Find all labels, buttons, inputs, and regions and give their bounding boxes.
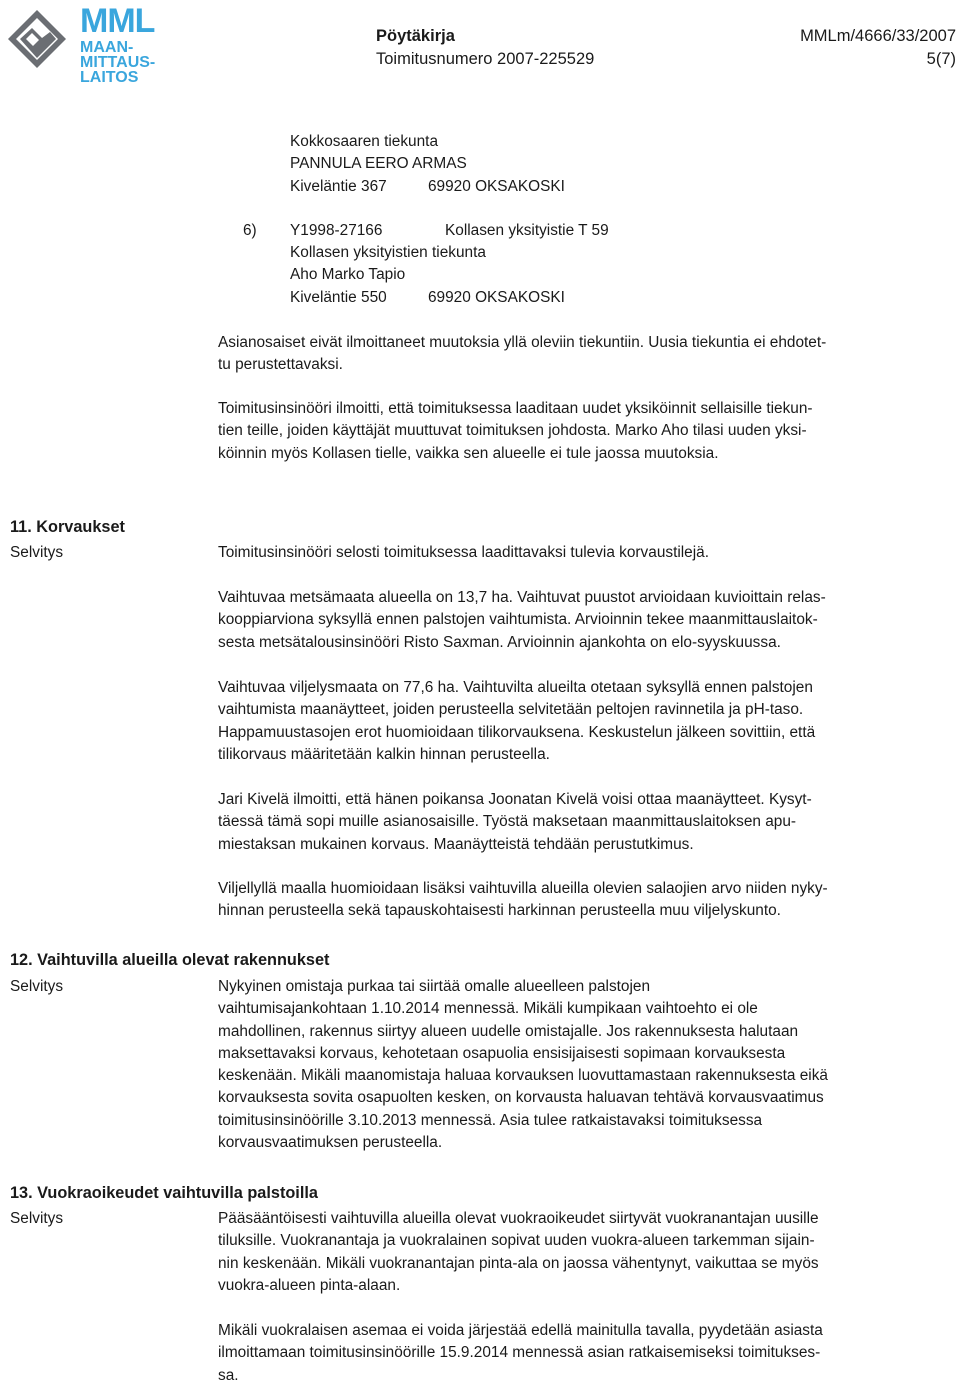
logo-line-1: MML (80, 2, 155, 40)
owner-block-1 (290, 131, 565, 198)
item-owner-name: Aho Marko Tapio (290, 266, 406, 284)
item-6-line (243, 220, 609, 242)
item-6-details (290, 242, 565, 309)
owner-street: Kiveläntie 367 (290, 177, 387, 195)
item-postal: 69920 OKSAKOSKI (428, 288, 565, 306)
logo-line-3: MITTAUS- (80, 54, 156, 71)
section-heading: 13. Vuokraoikeudet vaihtuvilla palstoilla (10, 1184, 318, 1202)
paragraph: Pääsääntöisesti vaihtuvilla alueilla olevat vuokraoikeudet siirtyvät vuokranantajan uusille tiluksille. Vuokranantaja ja vuokralainen sopivat uuden vuokra-alueen tarkemman sijain- nin keskenään. Mikäli vuokranantajan pinta-ala on jaossa vähentynyt, vaikuttaa se myös vuokra-alueen pinta-alaan. (218, 1210, 819, 1294)
paragraph: Mikäli vuokralaisen asemaa ei voida järjestää edellä mainitulla tavalla, pyydetään asiasta ilmoittamaan toimitusinsinöörille 15.9.2014 mennessä asian ratkaisemiseksi toimitukses- sa. (218, 1322, 823, 1384)
item-road-name: Kollasen yksityistie T 59 (445, 222, 609, 239)
item-number: 6) (243, 222, 257, 239)
paragraph: Vaihtuvaa metsämaata alueella on 13,7 ha. Vaihtuvat puustot arvioidaan kuvioittain relas- kooppiarviona syksyllä ennen palstojen vaihtumista. Arvioinnin tekee maanmittauslaitok- sesta metsätalousinsinööri Risto Saxman. Arvioinnin ajankohta on elo-syyskuussa. (218, 589, 826, 651)
owner-postal: 69920 OKSAKOSKI (428, 177, 565, 195)
section-heading: 12. Vaihtuvilla alueilla olevat rakennukset (10, 951, 330, 969)
logo-line-4: LAITOS (80, 69, 139, 86)
paragraph: Jari Kivelä ilmoitti, että hänen poikansa Joonatan Kivelä voisi ottaa maanäytteet. Kysyt- täessä tämä sopi muille asianosaisille. Työstä maksetaan maanmittauslaitoksen apu- miestaksan mukainen korvaus. Maanäytteistä tehdään perustutkimus. (218, 791, 812, 853)
section-heading: 11. Korvaukset (10, 518, 125, 536)
owner-name: PANNULA EERO ARMAS (290, 155, 467, 173)
paragraph: Toimitusinsinööri ilmoitti, että toimituksessa laaditaan uudet yksiköinnit sellaisille tiekun- tien teille, joiden käyttäjät muuttuvat toimituksen johdosta. Marko Aho tilasi uuden yksi- köinnin myös Kollasen tielle, vaikka sen alueelle ei tule jaossa muutoksia. (218, 400, 813, 462)
procedure-number: Toimitusnumero 2007-225529 (376, 50, 595, 68)
document-title: Pöytäkirja (376, 27, 455, 45)
paragraph: Toimitusinsinööri selosti toimituksessa laadittavaksi tulevia korvaustilejä. (218, 544, 709, 561)
document-reference: MMLm/4666/33/2007 (800, 27, 956, 45)
section-label: Selvitys (10, 544, 64, 561)
paragraph: Nykyinen omistaja purkaa tai siirtää omalle alueelleen palstojen vaihtumisajankohtaan 1.10.2014 mennessä. Mikäli kumpikaan vaihtoehto ei ole mahdollinen, rakennus siirtyy alueen uudelle omistajalle. Jos rakennuksesta halutaan maksettavaksi korvaus, kehotetaan osapuolia ensisijaisesti sopimaan korvauksesta keskenään. Mikäli maanomistaja haluaa korvauksen luovuttamastaan rakennuksesta eikä korvauksesta sovita osapuolten kesken, on korvausta haluavan tehtävä korvausvaatimus toimitusinsinöörille 3.10.2013 mennessä. Asia tulee ratkaistavaksi toimituksessa korvausvaatimuksen perusteella. (218, 978, 828, 1152)
item-association: Kollasen yksityistien tiekunta (290, 244, 486, 261)
page-number: 5(7) (926, 50, 956, 68)
logo-line-2: MAAN- (80, 39, 134, 56)
item-street: Kiveläntie 550 (290, 288, 387, 306)
paragraph: Asianosaiset eivät ilmoittaneet muutoksia yllä oleviin tiekuntiin. Uusia tiekuntia ei ehdotet- tu perustettavaksi. (218, 334, 827, 374)
mml-logo (6, 2, 176, 92)
paragraph: Vaihtuvaa viljelysmaata on 77,6 ha. Vaihtuvilta alueilta otetaan syksyllä ennen palstojen vaihtumista maanäytteet, joiden perusteella selvitetään peltojen ravinnetila ja pH-taso. Happamuustasojen erot huomioidaan tilikorvauksena. Keskustelun jälkeen sovittiin, että tilikorvaus määritetään kalkin hinnan perusteella. (218, 679, 816, 763)
paragraph: Viljellyllä maalla huomioidaan lisäksi vaihtuvilla alueilla olevien salaojien arvo niiden nyky- hinnan perusteella sekä tapauskohtaisesti harkinnan perusteella muu viljelyskunto. (218, 880, 828, 920)
item-id: Y1998-27166 (290, 222, 383, 239)
section-label: Selvitys (10, 1210, 64, 1227)
section-label: Selvitys (10, 978, 64, 995)
mml-emblem-icon (6, 8, 68, 70)
road-association: Kokkosaaren tiekunta (290, 133, 439, 150)
